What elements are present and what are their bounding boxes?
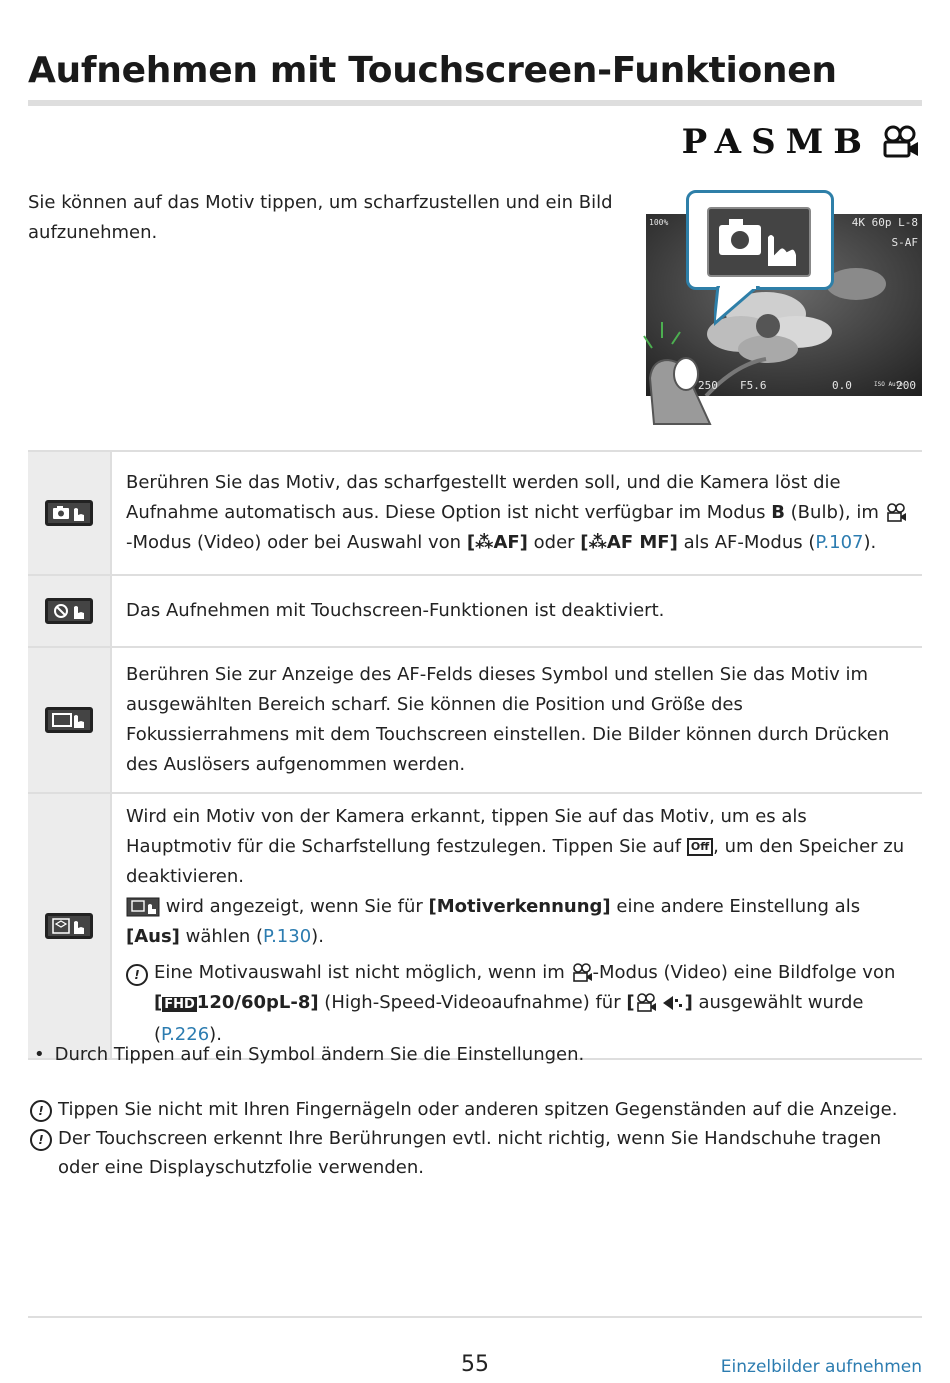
row4-text-a: Wird ein Motiv von der Kamera erkannt, tippen Sie auf das Motiv, um es als Hauptmotiv für die Scharfstellung festzulegen. Tippen Sie auf xyxy=(126,806,807,857)
row4-text-f: ). xyxy=(311,926,324,947)
camera-screen-illustration xyxy=(634,190,924,430)
row-text xyxy=(111,451,922,575)
face-af-mf-option: [⁂AF MF] xyxy=(580,532,678,553)
osd-video-format: 4K 60p L-8 xyxy=(851,216,918,229)
page-ref-link[interactable]: P.130 xyxy=(263,926,312,947)
row-text: Berühren Sie zur Anzeige des AF-Felds dieses Symbol und stellen Sie das Motiv im ausgewählten Bereich scharf. Sie können die Position und Größe des Fokussierrahmens mit dem Touchscreen einstellen. Die Bilder können durch Drücken des Auslösers aufgenommen werden. xyxy=(111,647,922,793)
face-af-option: [⁂AF] xyxy=(466,532,528,553)
osd-aperture: F5.6 xyxy=(740,379,767,392)
finger-illustration xyxy=(640,320,730,430)
row1-text-f: ). xyxy=(863,532,877,553)
caution-icon: ! xyxy=(126,964,148,986)
touch-shutter-icon xyxy=(45,500,93,526)
video-settings-icon xyxy=(635,993,685,1013)
osd-iso-label: ISO Auto xyxy=(874,381,903,388)
zoom-bubble xyxy=(686,190,834,290)
mode-letters: PASMB xyxy=(681,122,872,162)
caution-icon: ! xyxy=(30,1100,52,1122)
row-text: Das Aufnehmen mit Touchscreen-Funktionen ist deaktiviert. xyxy=(111,575,922,647)
row1-text-a: Berühren Sie das Motiv, das scharfgestellt werden soll, und die Kamera löst die Aufnahme automatisch aus. Diese Option ist nicht verfügbar im Modus xyxy=(126,472,841,523)
table-row xyxy=(28,575,922,647)
osd-shutter: 250 xyxy=(698,379,718,392)
osd-iso: 200 xyxy=(896,379,916,392)
osd-battery: 100% xyxy=(649,218,669,227)
subject-indicator-icon xyxy=(126,897,160,917)
icon-cell xyxy=(28,575,111,647)
note-text: Eine Motivauswahl ist nicht möglich, wenn im -Modus (Video) eine Bildfolge von [ FHD 120/60pL-8] (High-Speed-Videoaufnahme) für [ ] ausgewählt wurde (P.226). xyxy=(154,962,896,1045)
row4-text-c: wird angezeigt, wenn Sie für xyxy=(160,896,429,917)
title-rule xyxy=(28,100,922,106)
page-title: Aufnehmen mit Touchscreen-Funktionen xyxy=(28,50,837,91)
row4-text-d: eine andere Einstellung als xyxy=(610,896,861,917)
caution-item xyxy=(30,1095,920,1124)
row4-text-e: wählen ( xyxy=(179,926,264,947)
off-option: [Aus] xyxy=(126,926,180,947)
touch-shutter-zoom-icon xyxy=(707,207,811,277)
subject-detection-option: [Motiverkennung] xyxy=(428,896,611,917)
hs-video-option: 120/60pL-8] xyxy=(196,992,319,1013)
mode-indicator xyxy=(682,122,920,162)
mode-b-label: B xyxy=(771,502,785,523)
row1-text-b: (Bulb), im xyxy=(784,502,885,523)
row1-text-e: als AF-Modus ( xyxy=(677,532,816,553)
restriction-note xyxy=(126,958,908,1050)
osd-exposure: 0.0 xyxy=(832,379,852,392)
icon-cell xyxy=(28,451,111,575)
table-row xyxy=(28,647,922,793)
icon-cell xyxy=(28,647,111,793)
touch-af-area-icon xyxy=(45,707,93,733)
caution-item xyxy=(30,1124,920,1182)
subject-off-icon: Off xyxy=(687,838,713,856)
section-link[interactable]: Einzelbilder aufnehmen xyxy=(720,1357,922,1377)
table-row xyxy=(28,793,922,1059)
fhd-badge: FHD xyxy=(164,997,195,1012)
row1-text-c: -Modus (Video) oder bei Auswahl von xyxy=(126,532,467,553)
caution-notes xyxy=(30,1095,920,1182)
video-mode-icon xyxy=(880,125,920,159)
row-text xyxy=(111,793,922,1059)
video-mode-icon xyxy=(885,503,907,523)
touch-off-icon xyxy=(45,598,93,624)
list-item: • Durch Tippen auf ein Symbol ändern Sie die Einstellungen. xyxy=(34,1040,922,1070)
osd-af-mode: S-AF xyxy=(891,236,918,249)
page-ref-link[interactable]: P.226 xyxy=(161,1024,210,1045)
footer-rule xyxy=(28,1316,922,1318)
touch-subject-icon xyxy=(45,913,93,939)
table-row xyxy=(28,451,922,575)
icon-cell xyxy=(28,793,111,1059)
row1-text-d: oder xyxy=(527,532,581,553)
caution-text: Tippen Sie nicht mit Ihren Fingernägeln oder anderen spitzen Gegenständen auf die Anzeige. xyxy=(58,1099,898,1120)
page-ref-link[interactable]: P.107 xyxy=(815,532,864,553)
bullet-list xyxy=(34,1040,922,1070)
caution-icon: ! xyxy=(30,1129,52,1151)
video-mode-icon xyxy=(571,963,593,983)
caution-text: Der Touchscreen erkennt Ihre Berührungen evtl. nicht richtig, wenn Sie Handschuhe tragen oder eine Displayschutzfolie verwenden. xyxy=(58,1128,882,1178)
touch-options-table xyxy=(28,450,922,1060)
row4-text-b: , um den Speicher zu deaktivieren. xyxy=(126,836,905,887)
page-number: 55 xyxy=(461,1352,489,1377)
subject-paragraph xyxy=(126,802,908,952)
intro-text: Sie können auf das Motiv tippen, um scharfzustellen und ein Bild aufzunehmen. xyxy=(28,192,613,243)
